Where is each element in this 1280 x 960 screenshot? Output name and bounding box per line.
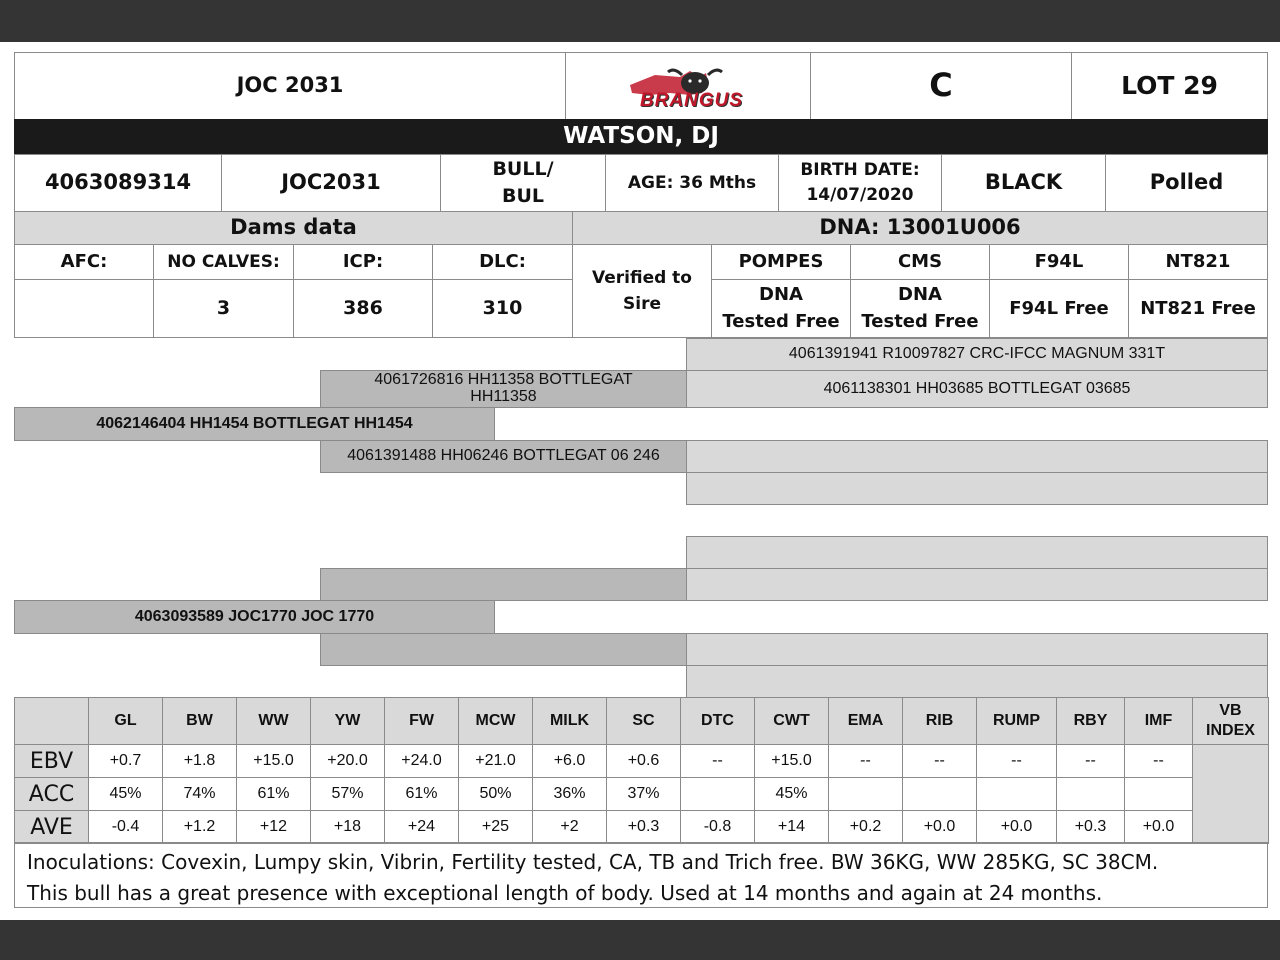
birth-date bbox=[778, 154, 942, 212]
ebv-cell: -- bbox=[829, 745, 903, 778]
birth-date-label: BIRTH DATE: bbox=[800, 160, 920, 181]
acc-cell bbox=[829, 778, 903, 811]
birth-date-value: 14/07/2020 bbox=[806, 185, 914, 205]
acc-cell: 45% bbox=[89, 778, 163, 811]
ave-cell: +0.3 bbox=[607, 811, 681, 844]
pedigree-dam-sire-dam bbox=[686, 568, 1268, 601]
ave-cell: +2 bbox=[533, 811, 607, 844]
col-cwt: CWT bbox=[755, 698, 829, 745]
pedigree-sire: 4062146404 HH1454 BOTTLEGAT HH1454 bbox=[14, 407, 495, 441]
ear-tag: JOC2031 bbox=[221, 154, 441, 212]
acc-cell bbox=[1125, 778, 1193, 811]
pedigree-sire-sire-sire: 4061391941 R10097827 CRC-IFCC MAGNUM 331T bbox=[686, 338, 1268, 371]
acc-cell: 37% bbox=[607, 778, 681, 811]
sex-line2: BUL bbox=[501, 185, 545, 207]
ave-cell: +24 bbox=[385, 811, 459, 844]
notes bbox=[14, 842, 1268, 908]
acc-cell bbox=[903, 778, 977, 811]
dlc-value: 310 bbox=[432, 279, 573, 338]
lot-number: LOT 29 bbox=[1071, 52, 1268, 120]
vb-line1: VB bbox=[1219, 702, 1242, 719]
ave-row bbox=[15, 811, 1269, 844]
ave-cell: +0.3 bbox=[1057, 811, 1125, 844]
ebv-cell: -- bbox=[1125, 745, 1193, 778]
ebv-cell: -- bbox=[1057, 745, 1125, 778]
icp-value: 386 bbox=[293, 279, 433, 338]
row-label-ave: AVE bbox=[15, 811, 89, 844]
ebv-cell: +6.0 bbox=[533, 745, 607, 778]
sex bbox=[440, 154, 606, 212]
nt821-header: NT821 bbox=[1128, 244, 1268, 280]
col-yw: YW bbox=[311, 698, 385, 745]
ave-cell: -0.8 bbox=[681, 811, 755, 844]
col-ww: WW bbox=[237, 698, 311, 745]
lot-sheet bbox=[0, 42, 1280, 920]
notes-line2: This bull has a great presence with exceptional length of body. Used at 14 months and again at 24 months. bbox=[27, 881, 1103, 905]
ave-cell: +25 bbox=[459, 811, 533, 844]
ave-cell: +0.0 bbox=[1125, 811, 1193, 844]
acc-cell: 61% bbox=[237, 778, 311, 811]
col-milk: MILK bbox=[533, 698, 607, 745]
pedigree-dam-dam-dam bbox=[686, 665, 1268, 698]
brangus-logo bbox=[565, 52, 811, 120]
pedigree-dam-sire bbox=[320, 568, 687, 601]
ave-cell: +0.2 bbox=[829, 811, 903, 844]
ave-cell: +0.0 bbox=[977, 811, 1057, 844]
pompes-result bbox=[711, 279, 851, 338]
ebv-cell: +24.0 bbox=[385, 745, 459, 778]
ave-cell: +12 bbox=[237, 811, 311, 844]
acc-cell: 36% bbox=[533, 778, 607, 811]
pedigree-sire-dam-dam bbox=[686, 472, 1268, 505]
notes-line1: Inoculations: Covexin, Lumpy skin, Vibrin, Fertility tested, CA, TB and Trich free. BW 36KG, WW 285KG, SC 38CM. bbox=[27, 850, 1159, 874]
acc-cell: 74% bbox=[163, 778, 237, 811]
col-bw: BW bbox=[163, 698, 237, 745]
age: AGE: 36 Mths bbox=[605, 154, 779, 212]
col-ema: EMA bbox=[829, 698, 903, 745]
pedigree-sire-dam: 4061391488 HH06246 BOTTLEGAT 06 246 bbox=[320, 440, 687, 473]
cms-header: CMS bbox=[850, 244, 990, 280]
acc-cell bbox=[977, 778, 1057, 811]
acc-cell bbox=[681, 778, 755, 811]
ebv-cell: +15.0 bbox=[237, 745, 311, 778]
ebv-table bbox=[14, 697, 1269, 844]
pedigree-dam-dam-sire bbox=[686, 633, 1268, 666]
ebv-header-row bbox=[15, 698, 1269, 745]
cms-result-line1: DNA bbox=[898, 284, 942, 306]
pedigree-dam-sire-sire bbox=[686, 536, 1268, 569]
pedigree-dam-dam bbox=[320, 633, 687, 666]
sex-line1: BULL/ bbox=[492, 158, 554, 181]
pompes-header: POMPES bbox=[711, 244, 851, 280]
acc-cell: 57% bbox=[311, 778, 385, 811]
col-imf: IMF bbox=[1125, 698, 1193, 745]
col-mcw: MCW bbox=[459, 698, 533, 745]
dams-data-title: Dams data bbox=[14, 211, 573, 245]
pedigree-sire-sire bbox=[320, 370, 687, 408]
row-label-ebv: EBV bbox=[15, 745, 89, 778]
sire-sire-line1: 4061726816 HH11358 BOTTLEGAT bbox=[374, 371, 633, 389]
breeder-name: WATSON, DJ bbox=[14, 119, 1268, 155]
ebv-cell: +0.6 bbox=[607, 745, 681, 778]
ebv-cell: -- bbox=[977, 745, 1057, 778]
afc-value bbox=[14, 279, 154, 338]
nt821-result: NT821 Free bbox=[1128, 279, 1268, 338]
ave-cell: +18 bbox=[311, 811, 385, 844]
horn-status: Polled bbox=[1105, 154, 1268, 212]
acc-cell: 50% bbox=[459, 778, 533, 811]
ebv-cell: +1.8 bbox=[163, 745, 237, 778]
no-calves-header: NO CALVES: bbox=[153, 244, 294, 280]
grade: C bbox=[810, 52, 1072, 120]
animal-id: 4063089314 bbox=[14, 154, 222, 212]
col-rump: RUMP bbox=[977, 698, 1057, 745]
verified-line2: Sire bbox=[623, 294, 661, 314]
verified-line1: Verified to bbox=[592, 267, 692, 288]
sire-sire-line2: HH11358 bbox=[470, 388, 537, 405]
pompes-result-line2: Tested Free bbox=[722, 310, 840, 332]
ave-cell: +1.2 bbox=[163, 811, 237, 844]
dna-title: DNA: 13001U006 bbox=[572, 211, 1268, 245]
animal-code: JOC 2031 bbox=[14, 52, 566, 120]
col-rib: RIB bbox=[903, 698, 977, 745]
pedigree-sire-dam-sire bbox=[686, 440, 1268, 473]
acc-cell bbox=[1057, 778, 1125, 811]
acc-cell: 45% bbox=[755, 778, 829, 811]
cms-result bbox=[850, 279, 990, 338]
col-fw: FW bbox=[385, 698, 459, 745]
cms-result-line2: Tested Free bbox=[861, 310, 979, 332]
ave-cell: -0.4 bbox=[89, 811, 163, 844]
ave-cell: +14 bbox=[755, 811, 829, 844]
icp-header: ICP: bbox=[293, 244, 433, 280]
f94l-header: F94L bbox=[989, 244, 1129, 280]
col-vb-index bbox=[1193, 698, 1269, 745]
ebv-corner bbox=[15, 698, 89, 745]
dlc-header: DLC: bbox=[432, 244, 573, 280]
ebv-cell: +0.7 bbox=[89, 745, 163, 778]
col-rby: RBY bbox=[1057, 698, 1125, 745]
pedigree-sire-sire-dam: 4061138301 HH03685 BOTTLEGAT 03685 bbox=[686, 370, 1268, 408]
ebv-cell: +15.0 bbox=[755, 745, 829, 778]
ebv-cell: +20.0 bbox=[311, 745, 385, 778]
colour: BLACK bbox=[941, 154, 1106, 212]
col-gl: GL bbox=[89, 698, 163, 745]
logo-text: BRANGUS bbox=[640, 90, 744, 111]
acc-row bbox=[15, 778, 1269, 811]
pedigree-dam: 4063093589 JOC1770 JOC 1770 bbox=[14, 600, 495, 634]
pompes-result-line1: DNA bbox=[759, 284, 803, 306]
afc-header: AFC: bbox=[14, 244, 154, 280]
vb-line2: INDEX bbox=[1206, 722, 1255, 739]
vb-index-value bbox=[1193, 745, 1269, 844]
row-label-acc: ACC bbox=[15, 778, 89, 811]
ebv-cell: -- bbox=[681, 745, 755, 778]
f94l-result: F94L Free bbox=[989, 279, 1129, 338]
ave-cell: +0.0 bbox=[903, 811, 977, 844]
ebv-cell: +21.0 bbox=[459, 745, 533, 778]
col-sc: SC bbox=[607, 698, 681, 745]
acc-cell: 61% bbox=[385, 778, 459, 811]
verified-to-sire bbox=[572, 244, 712, 338]
no-calves-value: 3 bbox=[153, 279, 294, 338]
col-dtc: DTC bbox=[681, 698, 755, 745]
ebv-row bbox=[15, 745, 1269, 778]
ebv-cell: -- bbox=[903, 745, 977, 778]
